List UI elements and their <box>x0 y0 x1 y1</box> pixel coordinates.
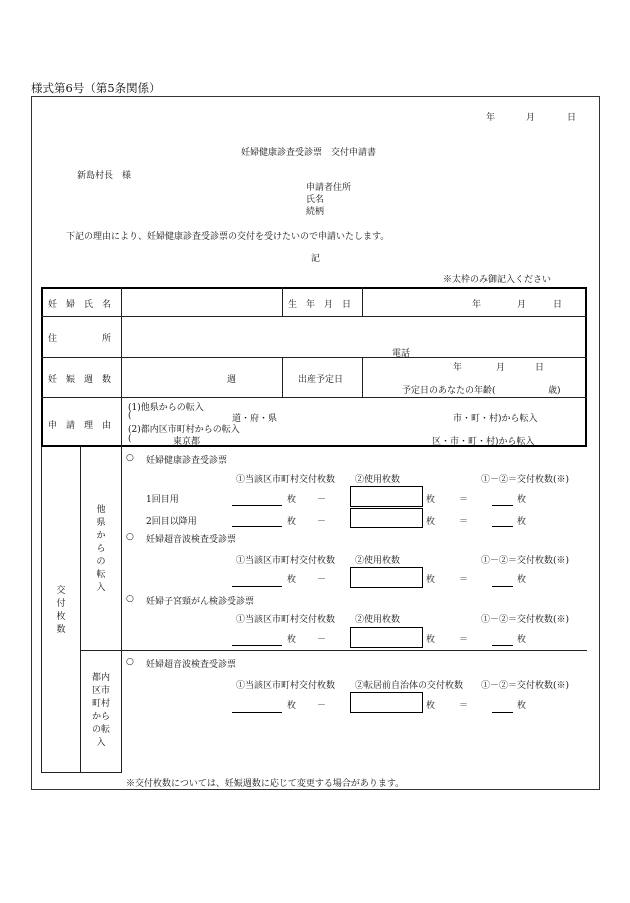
reason-2-tokyo: 東京都 <box>173 437 201 447</box>
exam4-equals: ＝ <box>459 701 469 711</box>
dob-year: 年 <box>472 300 482 310</box>
exam3-col1: ①当該区市町村交付枚数 <box>236 615 336 625</box>
exam1-r1-sheet3: 枚 <box>517 495 527 505</box>
exam1-r2-minus: － <box>317 517 327 527</box>
form-title: 妊婦健康診査受診票 交付申請書 <box>241 148 377 158</box>
reason-1-paren: ( <box>128 411 132 421</box>
exam1-col1: ①当該区市町村交付枚数 <box>236 475 336 485</box>
form-number: 様式第6号（第5条関係） <box>31 81 161 95</box>
exam4-col1: ①当該区市町村交付枚数 <box>236 681 336 691</box>
exam1-r2-equals: ＝ <box>459 517 469 527</box>
age-unit: 歳) <box>548 386 561 396</box>
exam1-r2-sheet3: 枚 <box>517 517 527 527</box>
exam1-r1-sheet1: 枚 <box>287 495 297 505</box>
exam3-label: 妊婦子宮頸がん検診受診票 <box>146 597 255 607</box>
due-date-label: 出産予定日 <box>298 375 344 385</box>
due-year: 年 <box>453 363 463 373</box>
exam4-sheet2: 枚 <box>426 701 436 711</box>
footnote: ※交付枚数については、妊娠週数に応じて変更する場合があります。 <box>126 779 405 789</box>
exam4-sheet1: 枚 <box>287 701 297 711</box>
exam1-col3: ①－②＝交付枚数(※) <box>481 475 570 485</box>
exam2-sheet3: 枚 <box>517 575 527 585</box>
exam2-label: 妊婦超音波検査受診票 <box>146 535 237 545</box>
exam2-equals: ＝ <box>459 575 469 585</box>
exam3-minus: － <box>317 635 327 645</box>
dob-month: 月 <box>517 300 527 310</box>
dob-day: 日 <box>553 300 563 310</box>
exam4-label: 妊婦超音波検査受診票 <box>146 660 237 670</box>
exam2-used-box[interactable] <box>350 567 423 588</box>
applicant-address-label: 申請者住所 <box>306 183 352 193</box>
exam2-circle: ○ <box>126 532 134 542</box>
exam1-second-used-box[interactable] <box>350 508 423 528</box>
reason-2-ward: 区・市・町・村)から転入 <box>432 437 535 447</box>
exam3-used-box[interactable] <box>350 627 423 648</box>
reason-2: (2)都内区市町村からの転入 <box>128 425 240 435</box>
applicant-name-label: 氏名 <box>306 195 325 205</box>
dob-label: 生 年 月 日 <box>288 300 352 310</box>
ki-mark: 記 <box>311 254 321 264</box>
exam1-r1-equals: ＝ <box>459 495 469 505</box>
reason-1-pref: 道・府・県 <box>232 414 278 424</box>
exam3-sheet3: 枚 <box>517 635 527 645</box>
exam2-sheet1: 枚 <box>287 575 297 585</box>
group-tokyo-label: 都内区市町村からの転入 <box>91 673 110 748</box>
date-month: 月 <box>526 113 536 123</box>
reason-2-paren: ( <box>128 434 132 444</box>
due-month: 月 <box>496 363 506 373</box>
exam2-col1: ①当該区市町村交付枚数 <box>236 556 336 566</box>
exam1-label: 妊婦健康診査受診票 <box>146 456 228 466</box>
thick-frame-note: ※太枠のみ御記入ください <box>443 275 552 285</box>
group-other-prefecture-label: 他県からの転入 <box>96 505 106 593</box>
exam3-circle: ○ <box>126 594 134 604</box>
pregnant-name-label: 妊 婦 氏 名 <box>48 300 112 310</box>
exam1-col2: ②使用枚数 <box>355 475 401 485</box>
exam4-sheet3: 枚 <box>517 701 527 711</box>
exam3-equals: ＝ <box>459 635 469 645</box>
pregnant-name-field[interactable] <box>124 293 280 313</box>
exam4-minus: － <box>317 701 327 711</box>
phone-label: 電話 <box>392 349 411 359</box>
date-day: 日 <box>567 113 577 123</box>
exam1-r1-minus: － <box>317 495 327 505</box>
exam1-circle: ○ <box>126 453 134 463</box>
exam3-sheet2: 枚 <box>426 635 436 645</box>
exam4-circle: ○ <box>126 657 134 667</box>
exam1-r2-sheet2: 枚 <box>426 517 436 527</box>
intro-text: 下記の理由により、妊婦健康診査受診票の交付を受けたいので申請いたします。 <box>66 232 390 242</box>
exam1-second: 2回目以降用 <box>146 517 197 527</box>
exam4-col2: ②転居前自治体の交付枚数 <box>355 681 464 691</box>
exam1-r2-sheet1: 枚 <box>287 517 297 527</box>
exam3-col2: ②使用枚数 <box>355 615 401 625</box>
exam3-col3: ①－②＝交付枚数(※) <box>481 615 570 625</box>
week-unit: 週 <box>227 375 237 385</box>
exam1-first-used-box[interactable] <box>350 486 423 507</box>
exam1-r1-sheet2: 枚 <box>426 495 436 505</box>
exam2-minus: － <box>317 575 327 585</box>
exam4-col3: ①－②＝交付枚数(※) <box>481 681 570 691</box>
exam2-col3: ①－②＝交付枚数(※) <box>481 556 570 566</box>
weeks-label: 妊 娠 週 数 <box>48 375 112 385</box>
due-day: 日 <box>535 363 545 373</box>
issue-count-label: 交付枚数 <box>56 586 66 635</box>
exam2-col2: ②使用枚数 <box>355 556 401 566</box>
exam1-first: 1回目用 <box>146 495 179 505</box>
address-label: 住 所 <box>48 334 112 344</box>
reason-label: 申 請 理 由 <box>48 421 112 431</box>
exam2-sheet2: 枚 <box>426 575 436 585</box>
exam3-sheet1: 枚 <box>287 635 297 645</box>
date-year: 年 <box>486 113 496 123</box>
addressee: 新島村長 様 <box>77 171 132 181</box>
exam4-used-box[interactable] <box>350 692 423 713</box>
reason-1: (1)他県からの転入 <box>128 403 204 413</box>
age-text: 予定日のあなたの年齢( <box>402 386 496 396</box>
address-field[interactable] <box>124 320 584 354</box>
applicant-relation-label: 続柄 <box>306 207 325 217</box>
reason-1-city: 市・町・村)から転入 <box>453 414 538 424</box>
